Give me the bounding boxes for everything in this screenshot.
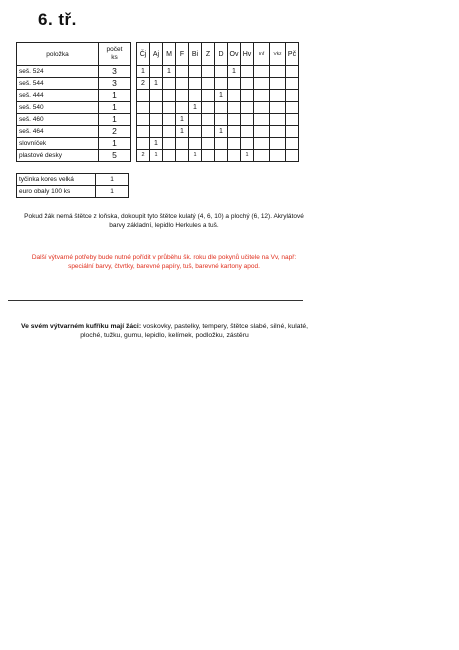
subject-cell bbox=[189, 138, 202, 150]
subject-cell bbox=[163, 78, 176, 90]
table-row bbox=[17, 90, 299, 102]
subject-cell bbox=[137, 114, 150, 126]
subject-header: Vkz bbox=[270, 43, 286, 66]
subject-cell bbox=[150, 66, 163, 78]
subject-cell bbox=[137, 90, 150, 102]
subject-cell bbox=[150, 126, 163, 138]
subject-cell bbox=[176, 66, 189, 78]
subject-header: M bbox=[163, 43, 176, 66]
subject-cell bbox=[189, 78, 202, 90]
subject-cell bbox=[189, 90, 202, 102]
subject-cell bbox=[215, 78, 228, 90]
subject-header: F bbox=[176, 43, 189, 66]
subject-cell: 1 bbox=[176, 114, 189, 126]
subject-cell bbox=[228, 150, 241, 162]
row-count: 5 bbox=[99, 150, 131, 162]
subject-cell bbox=[137, 102, 150, 114]
subject-cell bbox=[202, 78, 215, 90]
subject-cell: 1 bbox=[176, 126, 189, 138]
table-header-row bbox=[17, 43, 299, 66]
art-case-lead: Ve svém výtvarném kufříku mají žáci: bbox=[20, 323, 142, 330]
subject-cell: 2 bbox=[137, 150, 150, 162]
supplies-table bbox=[16, 42, 299, 162]
subject-cell: 1 bbox=[189, 150, 202, 162]
subject-cell bbox=[202, 90, 215, 102]
table-row bbox=[17, 78, 299, 90]
subject-header: Ov bbox=[228, 43, 241, 66]
row-count: 1 bbox=[99, 114, 131, 126]
subject-cell: 1 bbox=[137, 66, 150, 78]
table-row bbox=[17, 138, 299, 150]
subject-cell: 2 bbox=[137, 78, 150, 90]
row-count: 1 bbox=[99, 90, 131, 102]
subject-cell bbox=[189, 66, 202, 78]
subject-cell bbox=[286, 90, 299, 102]
subject-cell bbox=[241, 78, 254, 90]
subject-cell bbox=[241, 90, 254, 102]
extra-table bbox=[16, 173, 129, 198]
subject-cell bbox=[228, 102, 241, 114]
subject-cell bbox=[202, 102, 215, 114]
subject-cell bbox=[286, 126, 299, 138]
subject-cell bbox=[286, 150, 299, 162]
subject-cell bbox=[215, 66, 228, 78]
subject-cell bbox=[254, 102, 270, 114]
subject-header: D bbox=[215, 43, 228, 66]
row-item: slovníček bbox=[17, 138, 99, 150]
subject-cell bbox=[286, 114, 299, 126]
subject-cell bbox=[163, 90, 176, 102]
subject-cell bbox=[254, 90, 270, 102]
subject-cell bbox=[176, 90, 189, 102]
subject-cell bbox=[215, 102, 228, 114]
row-item: seš. 444 bbox=[17, 90, 99, 102]
subject-cell bbox=[228, 138, 241, 150]
subject-cell: 1 bbox=[215, 126, 228, 138]
subject-cell: 1 bbox=[228, 66, 241, 78]
subject-cell bbox=[270, 138, 286, 150]
subject-cell bbox=[202, 66, 215, 78]
row-count: 1 bbox=[99, 102, 131, 114]
subject-cell bbox=[254, 150, 270, 162]
subject-cell: 1 bbox=[189, 102, 202, 114]
subject-cell bbox=[202, 126, 215, 138]
subject-cell bbox=[270, 150, 286, 162]
brush-note: Pokud žák nemá štětce z loňska, dokoupit tyto štětce kulatý (4, 6, 10) a plochý (6, 12). Akrylátové barvy základní, lepidlo Herkules a tuš. bbox=[24, 213, 304, 229]
subject-cell bbox=[163, 138, 176, 150]
subject-header: Pč bbox=[286, 43, 299, 66]
subject-cell bbox=[202, 114, 215, 126]
subject-cell bbox=[254, 114, 270, 126]
row-item: seš. 460 bbox=[17, 114, 99, 126]
subject-cell bbox=[241, 66, 254, 78]
subject-cell bbox=[215, 114, 228, 126]
subject-cell: 1 bbox=[150, 78, 163, 90]
header-count bbox=[99, 43, 131, 66]
extra-count: 1 bbox=[96, 174, 129, 186]
subject-cell bbox=[228, 126, 241, 138]
subject-cell bbox=[286, 138, 299, 150]
subject-header: Hv bbox=[241, 43, 254, 66]
art-case-text: voskovky, pastelky, tempery, štětce slabé, silné, kulaté, ploché, tužku, gumu, lepidlo, kelímek, podložku, zástěru bbox=[80, 323, 309, 339]
row-count: 1 bbox=[99, 138, 131, 150]
header-count-line2: ks bbox=[111, 54, 118, 61]
subject-cell bbox=[270, 102, 286, 114]
header-item: položka bbox=[17, 43, 99, 66]
subject-cell bbox=[286, 102, 299, 114]
row-count: 2 bbox=[99, 126, 131, 138]
subject-cell bbox=[241, 102, 254, 114]
table-row bbox=[17, 186, 129, 198]
art-supplies-note: Další výtvarné potřeby bude nutné pořídit v průběhu šk. roku dle pokynů učitele na Vv, např: speciální barvy, čtvrtky, barevné papíry, tuš, barevné kartony apod. bbox=[31, 254, 297, 270]
row-item: seš. 524 bbox=[17, 66, 99, 78]
subject-cell bbox=[202, 150, 215, 162]
extra-count: 1 bbox=[96, 186, 129, 198]
subject-cell bbox=[270, 78, 286, 90]
table-row bbox=[17, 114, 299, 126]
subject-cell bbox=[137, 138, 150, 150]
subject-cell bbox=[270, 126, 286, 138]
row-item: seš. 464 bbox=[17, 126, 99, 138]
subject-cell bbox=[176, 78, 189, 90]
subject-cell bbox=[228, 114, 241, 126]
subject-cell bbox=[163, 150, 176, 162]
extra-item: tyčinka kores velká bbox=[17, 174, 96, 186]
subject-cell bbox=[241, 126, 254, 138]
subject-cell: 1 bbox=[215, 90, 228, 102]
subject-cell bbox=[241, 114, 254, 126]
row-item: seš. 544 bbox=[17, 78, 99, 90]
subject-cell bbox=[286, 78, 299, 90]
table-row bbox=[17, 150, 299, 162]
subject-cell: 1 bbox=[163, 66, 176, 78]
subject-cell bbox=[228, 90, 241, 102]
subject-header: Inf bbox=[254, 43, 270, 66]
subject-cell bbox=[176, 150, 189, 162]
divider bbox=[8, 300, 303, 301]
subject-cell bbox=[202, 138, 215, 150]
subject-cell bbox=[228, 78, 241, 90]
table-row bbox=[17, 174, 129, 186]
extra-item: euro obaly 100 ks bbox=[17, 186, 96, 198]
header-count-line1: počet bbox=[106, 46, 123, 53]
subject-cell: 1 bbox=[241, 150, 254, 162]
table-row bbox=[17, 126, 299, 138]
subject-cell bbox=[176, 102, 189, 114]
subject-cell bbox=[254, 66, 270, 78]
subject-cell bbox=[254, 138, 270, 150]
row-item: seš. 540 bbox=[17, 102, 99, 114]
row-item: plastové desky bbox=[17, 150, 99, 162]
subject-header: Bi bbox=[189, 43, 202, 66]
page-title: 6. tř. bbox=[38, 10, 77, 29]
subject-header: Čj bbox=[137, 43, 150, 66]
subject-cell bbox=[270, 66, 286, 78]
subject-cell bbox=[270, 90, 286, 102]
subject-header: Aj bbox=[150, 43, 163, 66]
subject-cell: 1 bbox=[150, 138, 163, 150]
table-row bbox=[17, 66, 299, 78]
subject-cell bbox=[254, 78, 270, 90]
subject-cell bbox=[150, 90, 163, 102]
subject-cell bbox=[150, 102, 163, 114]
subject-cell bbox=[189, 126, 202, 138]
subject-cell bbox=[286, 66, 299, 78]
subject-cell bbox=[254, 126, 270, 138]
table-row bbox=[17, 102, 299, 114]
subject-cell bbox=[150, 114, 163, 126]
subject-cell bbox=[163, 126, 176, 138]
art-case-note bbox=[12, 322, 317, 340]
subject-cell bbox=[163, 114, 176, 126]
subject-cell bbox=[176, 138, 189, 150]
subject-cell: 1 bbox=[150, 150, 163, 162]
row-count: 3 bbox=[99, 78, 131, 90]
subject-cell bbox=[137, 126, 150, 138]
subject-cell bbox=[189, 114, 202, 126]
subject-cell bbox=[241, 138, 254, 150]
subject-cell bbox=[163, 102, 176, 114]
subject-header: Z bbox=[202, 43, 215, 66]
subject-cell bbox=[270, 114, 286, 126]
row-count: 3 bbox=[99, 66, 131, 78]
subject-cell bbox=[215, 138, 228, 150]
subject-cell bbox=[215, 150, 228, 162]
